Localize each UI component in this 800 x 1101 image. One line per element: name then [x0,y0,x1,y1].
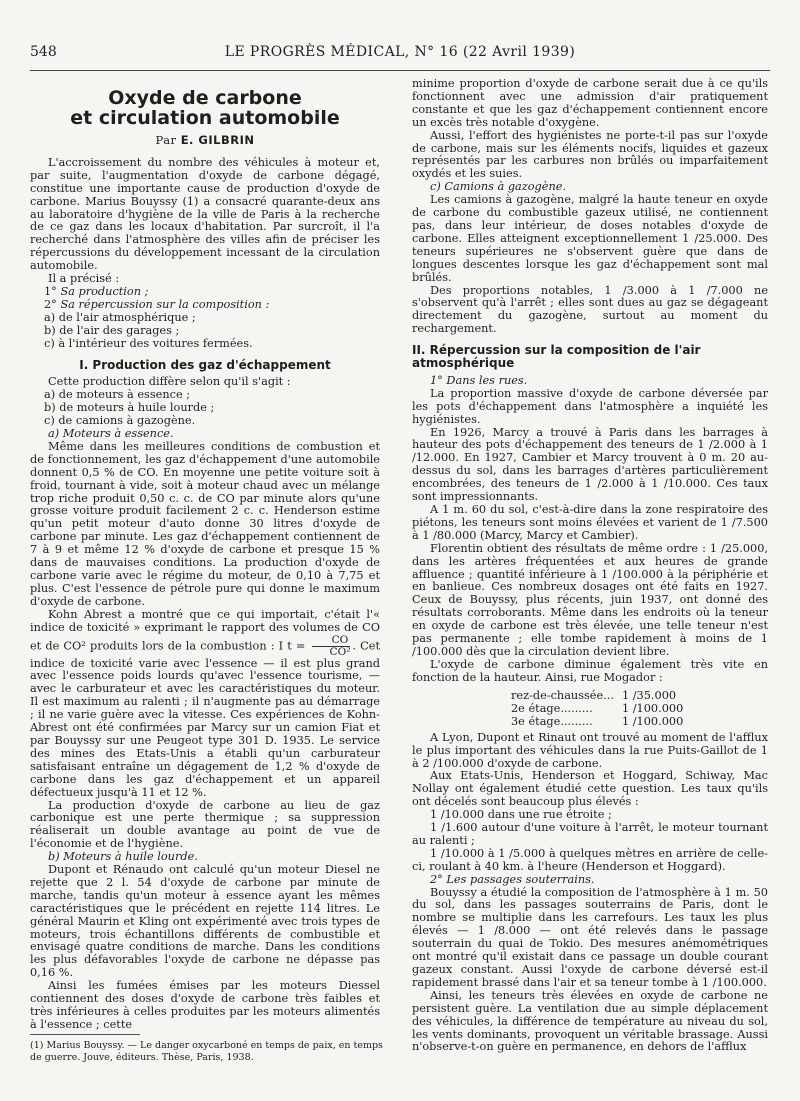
paragraph: Aux Etats-Unis, Henderson et Hoggard, Schiway, Mac Nollay ont également étudié cette question. Les taux qu'ils ont décelés sont beaucoup plus élevés : [412,769,768,809]
paragraph: minime proportion d'oxyde de carbone serait due à ce qu'ils fonctionnent avec une admission d'air pratiquement constante et que les gaz d'échappement contiennent encore un excès très notable d'oxygène. [412,77,768,129]
footnote-rule [30,1034,140,1035]
list-item: 1 /1.600 autour d'une voiture à l'arrêt, le moteur tournant au ralenti ; [412,821,768,847]
footnote: (1) Marius Bouyssy. — Le danger oxycarboné en temps de paix, en temps de guerre. Jouve, éditeurs. Thèse, Paris, 1938. [30,1040,383,1063]
header-rule [30,70,770,71]
page-header [30,44,770,66]
subheading-gazogene: c) Camions à gazogène. [430,180,567,194]
paragraph: Cette production diffère selon qu'il s'agit : [48,375,291,389]
list-item: a) de l'air atmosphérique ; [44,310,196,324]
paragraph: L'oxyde de carbone diminue également très vite en fonction de la hauteur. Ainsi, rue Mogador : [412,657,768,684]
list-item: b) de moteurs à huile lourde ; [44,401,215,415]
list-item: c) de camions à gazogène. [44,414,196,428]
paragraph: Même dans les meilleures conditions de combustion et de fonctionnement, les gaz d'échappement d'une automobile donnent 0,5 % de CO. En moyenne une petite voiture soit à froid, tournant à vide, soit à moteur chaud avec un mélange trop riche produit 0,50 c. c. de CO par minute alors qu'une grosse voiture produit facilement 2 c. c. Henderson estime qu'un petit moteur d'auto donne 30 litres d'oxyde de carbone par minute. Les gaz d'échappement contiennent de 7 à 9 et même 12 % d'oxyde de carbone et presque 15 % dans de mauvaises conditions. La production d'oxyde de carbone varie avec le régime du moteur, de 0,10 à 7,75 et plus. C'est l'essence de pétrole pure qui donne le maximum d'oxyde de carbone. [30,439,380,608]
byline: Par E. GILBRIN [155,133,255,147]
list-item: 1 /10.000 à 1 /5.000 à quelques mètres en arrière de celle-ci, roulant à 40 km. à l'heure (Henderson et Hoggard). [412,846,768,873]
section-heading-2: II. Répercussion sur la composition de l'air atmosphérique [412,343,701,371]
list-item: c) à l'intérieur des voitures fermées. [44,336,253,350]
right-column [412,78,768,1054]
journal-running-title: LE PROGRÈS MÉDICAL, N° 16 (22 Avril 1939) [224,44,576,60]
list-item: a) de moteurs à essence ; [44,388,191,402]
paragraph: La proportion massive d'oxyde de carbone déversée par les pots d'échappement dans l'atmosphère a inquiété les hygiénistes. [412,386,768,426]
paragraph: Des proportions notables, 1 /3.000 à 1 /7.000 ne s'observent qu'à l'arrêt ; elles sont dues au gaz se dégageant directement du gazogène, surtout au moment du rechargement. [412,283,768,336]
table-row: 3e étage......... 1 /100.000 [511,714,684,728]
paragraph: La production d'oxyde de carbone au lieu de gaz carbonique est une perte thermique ; sa suppression réaliserait un double avantage au point de vue de l'économie et de l'hygiène. [30,798,380,851]
list-item: 2° Sa répercussion sur la composition : [44,297,270,311]
intro-paragraph: L'accroissement du nombre des véhicules à moteur et, par suite, l'augmentation d'oxyde de carbone dégagé, constitue une importante cause de production d'oxyde de carbone. Marius Bouyssy (1) a consacré quarante-deux ans au laboratoire d'hygiène de la ville de Paris à la recherche de ce gaz dans les locaux d'habitation. Par surcroît, il l'a recherché dans l'atmosphère des villes afin de préciser les répercussions du développement incessant de la circulation automobile. [30,155,380,273]
list-item: 1 /10.000 dans une rue étroite ; [430,808,612,822]
article-title: Oxyde de carbone et circulation automobile [70,87,340,129]
floor-table [507,689,687,728]
left-column [30,78,380,1032]
section-heading-1: I. Production des gaz d'échappement [79,357,331,372]
paragraph: Les camions à gazogène, malgré la haute teneur en oxyde de carbone du combustible gazeux utilisé, ne contiennent pas, dans leur intérieur, de doses notables d'oxyde de carbone. Elles atteignent exceptionnellement 1 /25.000. Des teneurs supérieures ne s'observent guère que dans de longues descentes lorsque les gaz d'échappement sont mal brûlés. [412,193,768,284]
author-name: E. GILBRIN [180,133,255,147]
paragraph: Ainsi les fumées émises par les moteurs Diessel contiennent des doses d'oxyde de carbone très faibles et très inférieures à celles produites par les moteurs alimentés à l'essence ; cette [30,979,380,1031]
subheading-rues: 1° Dans les rues. [430,373,528,387]
paragraph-toxicity: Kohn Abrest a montré que ce qui importait, c'était l'« indice de toxicité » exprimant le rapport des volumes de CO et de CO² produits lors de la combustion : I t = $\frac{CO}{\text{CO²}}$ . Cet indice de toxicité varie avec l'essence — il est plus grand avec l'essence poids lourds qu'avec l'essence tourisme, — avec le carburateur et avec les caractéristiques du moteur. Il est maximum au ralenti ; il n'augmente pas au démarrage ; il ne varie guère avec la vitesse. Ces expériences de Kohn-Abrest ont été confirmées par Marcy sur un camion Fiat et par Bouyssy sur une Peugeot type 301 D. 1935. Le service des mines des Etats-Unis a établi qu'un carburateur satisfaisant entraîne un dégagement de 1,2 % d'oxyde de carbone dans les gaz d'échappement et un appareil défectueux jusqu'à 11 et 12 %. [30,607,380,799]
paragraph: A 1 m. 60 du sol, c'est-à-dire dans la zone respiratoire des piétons, les teneurs sont moins élevées et varient de 1 /7.500 à 1 /80.000 (Marcy, Marcy et Cambier). [412,503,768,542]
subheading-passages: 2° Les passages souterrains. [430,872,595,886]
paragraph: Ainsi, les teneurs très élevées en oxyde de carbone ne persistent guère. La ventilation due au simple déplacement des véhicules, la différence de température au niveau du sol, les vents dominants, provoquent un véritable brassage. Aussi n'observe-t-on guère en permanence, en dehors de l'afflux [412,988,768,1054]
paragraph: Florentin obtient des résultats de même ordre : 1 /25.000, dans les artères fréquentées et aux heures de grande affluence ; quantité inférieure à 1 /100.000 à la périphérie et en banlieue. Ces nombreux dosages ont été faits en 1927. Ceux de Bouyssy, plus récents, juin 1937, ont donné des résultats corroborants. Même dans les endroits où la teneur en oxyde de carbone est très élevée, une telle teneur n'est pas permanente ; elle tombe rapidement à moins de 1 /100.000 dès que la circulation devient libre. [412,541,768,658]
toxicity-formula: $\frac{CO}{\text{CO²}}$ [312,635,351,658]
paragraph: En 1926, Marcy a trouvé à Paris dans les barrages à hauteur des pots d'échappement des teneurs de 1 /2.000 à 1 /12.000. En 1927, Cambier et Marcy trouvent à 0 m. 20 au-dessus du sol, dans les barrages d'artères particulièrement encombrées, des teneurs de 1 /2.000 à 1 /10.000. Ces taux sont impressionnants. [412,425,768,504]
subheading-essence: a) Moteurs à essence. [48,427,174,441]
subheading-diesel: b) Moteurs à huile lourde. [48,850,198,864]
list-item: b) de l'air des garages ; [44,323,180,337]
paragraph: Aussi, l'effort des hygiénistes ne porte-t-il pas sur l'oxyde de carbone, mais sur les éléments nocifs, liquides et gazeux représentés par les carbures non brûlés ou imparfaitement oxydés et les suies. [412,128,768,181]
page-number: 548 [30,44,57,60]
paragraph: Bouyssy a étudié la composition de l'atmosphère à 1 m. 50 du sol, dans les passages souterrains de Paris, dont le nombre se multiplie dans les carrefours. Les taux les plus élevés — 1 /8.000 — ont été relevés dans le passage souterrain du quai de Tokio. Des mesures anémométriques ont montré qu'il existait dans ce passage un double courant gazeux constant. Aussi l'oxyde de carbone déversé est-il rapidement brassé dans l'air et sa teneur tombe à 1 /100.000. [412,885,768,989]
table-row: rez-de-chaussée... 1 /35.000 [511,688,677,702]
paragraph: A Lyon, Dupont et Rinaut ont trouvé au moment de l'afflux le plus important des véhicules dans la rue Puits-Gaillot de 1 à 2 /100.000 d'oxyde de carbone. [412,730,768,770]
precise-line: Il a précisé : [48,272,120,286]
table-row: 2e étage......... 1 /100.000 [511,701,684,715]
paragraph: Dupont et Rénaudo ont calculé qu'un moteur Diesel ne rejette que 2 l. 54 d'oxyde de carbone par minute de marche, tandis qu'un moteur à essence ayant les mêmes caractéristiques que le précédent en rejette 114 litres. Le général Maurin et Kling ont expérimenté avec trois types de moteurs, trois échantillons différents de combustible et envisagé quatre conditions de marche. Dans les conditions les plus défavorables l'oxyde de carbone ne dépasse pas 0,16 %. [30,863,380,980]
list-item: 1° Sa production ; [44,284,149,298]
